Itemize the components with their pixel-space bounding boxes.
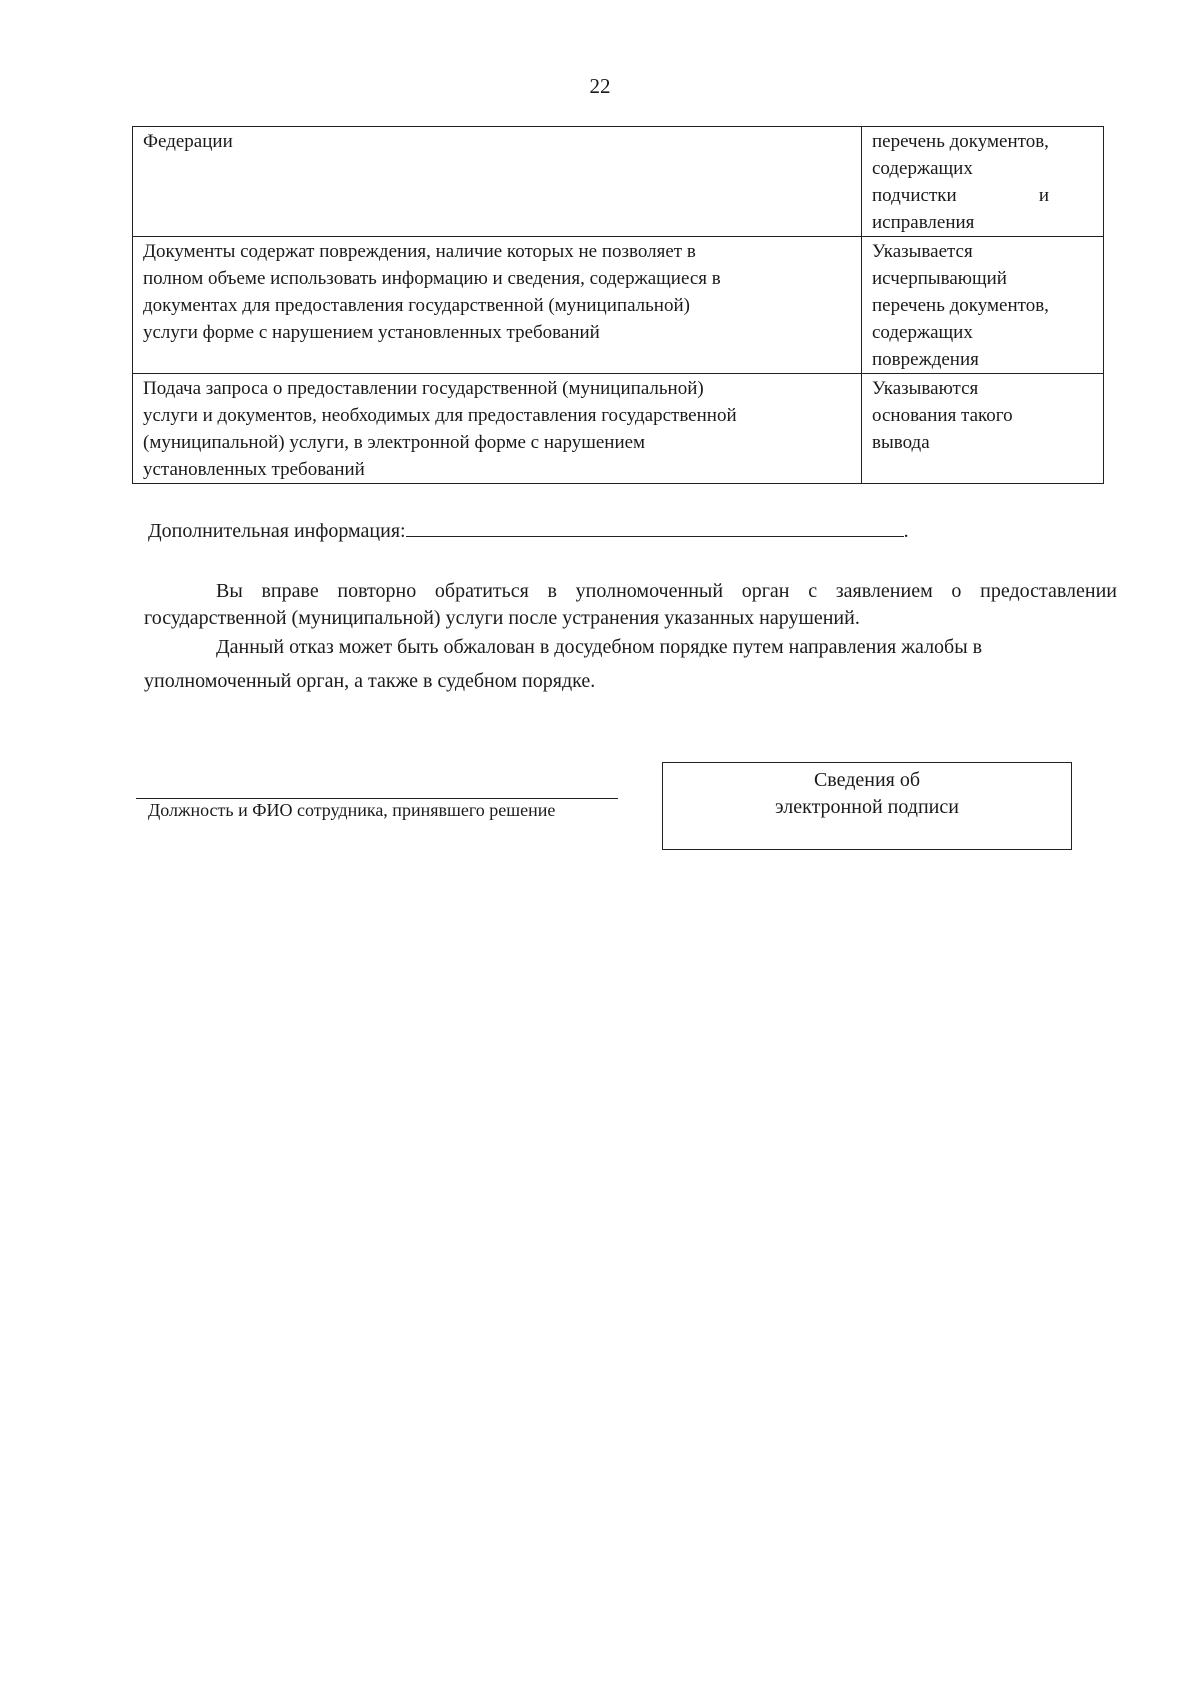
reason-line: документах для предоставления государственной (муниципальной) xyxy=(143,295,690,316)
note-cell xyxy=(862,374,1104,484)
additional-info-label: Дополнительная информация: xyxy=(148,520,406,542)
note-line: повреждения xyxy=(872,349,979,370)
body-paragraphs xyxy=(144,578,1117,695)
paragraph-reapply: Вы вправе повторно обратиться в уполномоченный орган с заявлением о предоставлении государственной (муниципальной) услуги после устранения указанных нарушений. xyxy=(144,580,1117,629)
note-line-justified xyxy=(872,182,1093,209)
note-line: перечень документов, xyxy=(872,295,1049,316)
reason-line: полном объеме использовать информацию и сведения, содержащиеся в xyxy=(143,268,721,289)
note-line: Указываются xyxy=(872,378,979,399)
note-line: основания такого xyxy=(872,405,1013,426)
additional-info-blank-line[interactable] xyxy=(406,518,904,537)
refusal-reasons-table xyxy=(132,126,1104,484)
note-line: исправления xyxy=(872,212,975,233)
note-line: Указывается xyxy=(872,241,973,262)
note-line: вывода xyxy=(872,432,930,453)
reason-line: (муниципальной) услуги, в электронной форме с нарушением xyxy=(143,432,646,453)
additional-info-end-mark: . xyxy=(903,520,909,542)
note-line: содержащих xyxy=(872,322,973,343)
table-row xyxy=(133,127,1104,237)
page-number: 22 xyxy=(589,74,611,98)
reason-line: Подача запроса о предоставлении государственной (муниципальной) xyxy=(143,378,704,399)
note-cell xyxy=(862,237,1104,374)
note-word: и xyxy=(1038,185,1049,206)
reason-cell xyxy=(133,374,862,484)
signature-line xyxy=(136,798,618,799)
table-row xyxy=(133,374,1104,484)
signature-caption: Должность и ФИО сотрудника, принявшего решение xyxy=(148,800,556,820)
paragraph-appeal xyxy=(144,634,1117,695)
paragraph-appeal-line2: уполномоченный орган, а также в судебном порядке. xyxy=(144,670,596,692)
signature-box-line2: электронной подписи xyxy=(775,796,959,818)
reason-line: Федерации xyxy=(143,131,233,152)
note-cell xyxy=(862,127,1104,237)
note-word: подчистки xyxy=(872,185,957,206)
additional-info xyxy=(148,518,909,543)
note-line: перечень документов, xyxy=(872,131,1049,152)
reason-line: Документы содержат повреждения, наличие которых не позволяет в xyxy=(143,241,696,262)
reason-line: установленных требований xyxy=(143,459,365,480)
signature-box-line1: Сведения об xyxy=(813,769,921,791)
reason-cell xyxy=(133,237,862,374)
reason-cell xyxy=(133,127,862,237)
note-line: содержащих xyxy=(872,158,973,179)
reason-line: услуги форме с нарушением установленных требований xyxy=(143,322,600,343)
paragraph-appeal-line1: Данный отказ может быть обжалован в досудебном порядке путем направления жалобы в xyxy=(216,636,983,658)
note-line: исчерпывающий xyxy=(872,268,1007,289)
table-row xyxy=(133,237,1104,374)
reason-line: услуги и документов, необходимых для предоставления государственной xyxy=(143,405,737,426)
electronic-signature-box xyxy=(662,762,1072,850)
